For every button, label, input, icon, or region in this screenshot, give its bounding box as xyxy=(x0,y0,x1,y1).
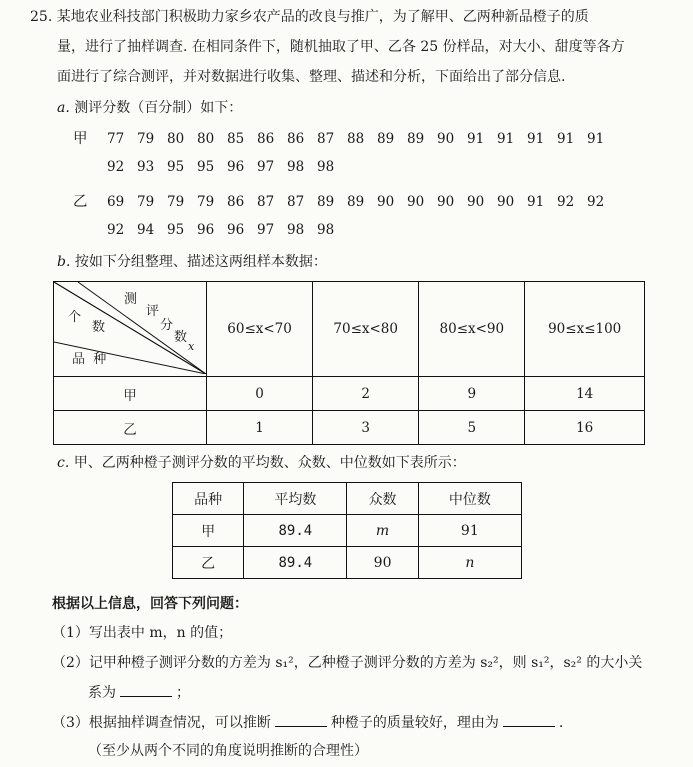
frequency-table-header xyxy=(54,282,645,377)
score-value: 86 xyxy=(257,131,275,147)
part-a-title: 测评分数（百分制）如下： xyxy=(74,100,243,116)
statistics-row-jia xyxy=(173,515,522,547)
answer-blank[interactable] xyxy=(120,682,172,697)
question-3-note: （至少从两个不同的角度说明推断的合理性） xyxy=(88,743,368,759)
frequency-cell: 9 xyxy=(419,377,525,411)
problem-number: 25. xyxy=(30,9,53,25)
corner-shu: 数 xyxy=(174,330,188,345)
row-label: 甲 xyxy=(54,377,207,411)
mode-cell: 90 xyxy=(347,547,418,579)
score-value: 88 xyxy=(347,131,365,147)
frequency-cell: 16 xyxy=(525,411,645,445)
score-value: 89 xyxy=(377,131,395,147)
frequency-cell: 14 xyxy=(525,377,645,411)
interval-header-4: 90≤x≤100 xyxy=(525,282,645,377)
score-value: 90 xyxy=(377,194,395,210)
corner-fen: 分 xyxy=(160,318,174,333)
score-value: 91 xyxy=(467,131,485,147)
statistics-table xyxy=(172,482,522,579)
score-value: 79 xyxy=(197,194,215,210)
corner-ce: 测 xyxy=(124,292,138,307)
score-value: 95 xyxy=(167,159,185,175)
score-value: 79 xyxy=(137,194,155,210)
question-2-end: ； xyxy=(176,685,190,701)
score-value: 97 xyxy=(257,222,275,238)
score-value: 80 xyxy=(197,131,215,147)
score-value: 96 xyxy=(197,222,215,238)
score-value: 96 xyxy=(227,159,245,175)
header-variety: 品种 xyxy=(173,483,244,515)
score-value: 79 xyxy=(167,194,185,210)
score-value: 95 xyxy=(197,159,215,175)
corner-ge: 个 xyxy=(68,310,82,325)
part-c-title: 甲、乙两种橙子测评分数的平均数、众数、中位数如下表所示： xyxy=(73,455,466,471)
variety-cell: 乙 xyxy=(173,547,244,579)
score-value: 90 xyxy=(467,194,485,210)
question-3-text-b: 种橙子的质量较好，理由为 xyxy=(330,715,499,731)
score-value: 90 xyxy=(437,194,455,210)
jia-scores-row-1 xyxy=(73,127,617,148)
interval-header-3: 80≤x<90 xyxy=(419,282,525,377)
score-value: 98 xyxy=(287,159,305,175)
row-label: 乙 xyxy=(54,411,207,445)
questions-intro: 根据以上信息，回答下列问题： xyxy=(52,596,248,612)
score-value: 92 xyxy=(587,194,605,210)
statistics-header xyxy=(173,483,522,515)
part-c-heading xyxy=(57,452,466,472)
question-3-text-a: （3）根据抽样调查情况，可以推断 xyxy=(52,715,271,731)
mean-cell: 89.4 xyxy=(244,547,347,579)
score-value: 89 xyxy=(317,194,335,210)
score-value: 92 xyxy=(107,222,125,238)
question-1: （1）写出表中 m，n 的值； xyxy=(52,625,233,641)
yi-row1-values xyxy=(107,194,617,210)
score-value: 85 xyxy=(227,131,245,147)
score-value: 90 xyxy=(497,194,515,210)
score-value: 97 xyxy=(257,159,275,175)
score-value: 94 xyxy=(137,222,155,238)
problem-text-1: 某地农业科技部门积极助力家乡农产品的改良与推广，为了解甲、乙两种新品橙子的质 xyxy=(56,9,589,25)
problem-paragraph-1 xyxy=(30,6,589,26)
part-b-title: 按如下分组整理、描述这两组样本数据： xyxy=(74,254,327,270)
part-a-heading xyxy=(57,97,242,117)
frequency-cell: 5 xyxy=(419,411,525,445)
header-mode: 众数 xyxy=(347,483,418,515)
interval-header-1: 60≤x<70 xyxy=(207,282,313,377)
score-value: 91 xyxy=(527,131,545,147)
jia-scores-row-2 xyxy=(107,159,347,175)
answer-blank[interactable] xyxy=(275,712,327,727)
score-value: 91 xyxy=(527,194,545,210)
score-value: 87 xyxy=(287,194,305,210)
part-a-label: a. xyxy=(57,100,70,116)
part-c-label: c. xyxy=(57,455,70,471)
score-value: 69 xyxy=(107,194,125,210)
yi-scores-row-2 xyxy=(107,222,347,238)
part-b-label: b. xyxy=(57,254,71,270)
question-3 xyxy=(52,712,563,732)
frequency-row-jia xyxy=(54,377,645,411)
score-value: 79 xyxy=(137,131,155,147)
score-value: 98 xyxy=(317,222,335,238)
frequency-table xyxy=(53,281,645,445)
score-value: 90 xyxy=(437,131,455,147)
variety-cell: 甲 xyxy=(173,515,244,547)
yi-label: 乙 xyxy=(73,194,88,210)
corner-ping: 评 xyxy=(146,304,160,319)
question-2-line-2 xyxy=(88,682,190,702)
frequency-cell: 2 xyxy=(313,377,419,411)
header-median: 中位数 xyxy=(418,483,521,515)
score-value: 96 xyxy=(227,222,245,238)
score-value: 92 xyxy=(557,194,575,210)
answer-blank[interactable] xyxy=(503,712,555,727)
score-value: 92 xyxy=(107,159,125,175)
score-value: 87 xyxy=(257,194,275,210)
question-3-text-c: . xyxy=(558,715,564,731)
score-value: 98 xyxy=(317,159,335,175)
problem-paragraph-3: 面进行了综合测评，并对数据进行收集、整理、描述和分析，下面给出了部分信息. xyxy=(57,69,566,85)
score-value: 86 xyxy=(287,131,305,147)
score-value: 91 xyxy=(557,131,575,147)
score-value: 86 xyxy=(227,194,245,210)
score-value: 98 xyxy=(287,222,305,238)
score-value: 91 xyxy=(587,131,605,147)
interval-header-2: 70≤x<80 xyxy=(313,282,419,377)
yi-scores-row-1 xyxy=(73,190,617,211)
score-value: 93 xyxy=(137,159,155,175)
score-value: 89 xyxy=(407,131,425,147)
mean-cell: 89.4 xyxy=(244,515,347,547)
frequency-cell: 3 xyxy=(313,411,419,445)
corner-shu2: 数 xyxy=(92,320,106,335)
mode-cell: m xyxy=(347,515,418,547)
frequency-cell: 0 xyxy=(207,377,313,411)
corner-x: x xyxy=(188,340,195,353)
statistics-row-yi xyxy=(173,547,522,579)
score-value: 77 xyxy=(107,131,125,147)
problem-paragraph-2: 量，进行了抽样调查. 在相同条件下，随机抽取了甲、乙各 25 份样品，对大小、甜度等各方 xyxy=(57,39,625,55)
jia-row1-values xyxy=(107,131,617,147)
header-mean: 平均数 xyxy=(244,483,347,515)
table-corner-cell xyxy=(54,282,207,377)
question-2-text: 系为 xyxy=(88,685,116,701)
score-value: 89 xyxy=(347,194,365,210)
part-b-heading xyxy=(57,251,327,271)
frequency-row-yi xyxy=(54,411,645,445)
median-cell: 91 xyxy=(418,515,521,547)
jia-label: 甲 xyxy=(73,131,88,147)
question-2-line-1: （2）记甲种橙子测评分数的方差为 s₁²，乙种橙子测评分数的方差为 s₂²，则 s₁²，s₂² 的大小关 xyxy=(52,655,643,671)
score-value: 95 xyxy=(167,222,185,238)
score-value: 90 xyxy=(407,194,425,210)
frequency-cell: 1 xyxy=(207,411,313,445)
score-value: 87 xyxy=(317,131,335,147)
score-value: 80 xyxy=(167,131,185,147)
score-value: 91 xyxy=(497,131,515,147)
median-cell: n xyxy=(418,547,521,579)
corner-pinzhong: 品 种 xyxy=(72,352,107,367)
